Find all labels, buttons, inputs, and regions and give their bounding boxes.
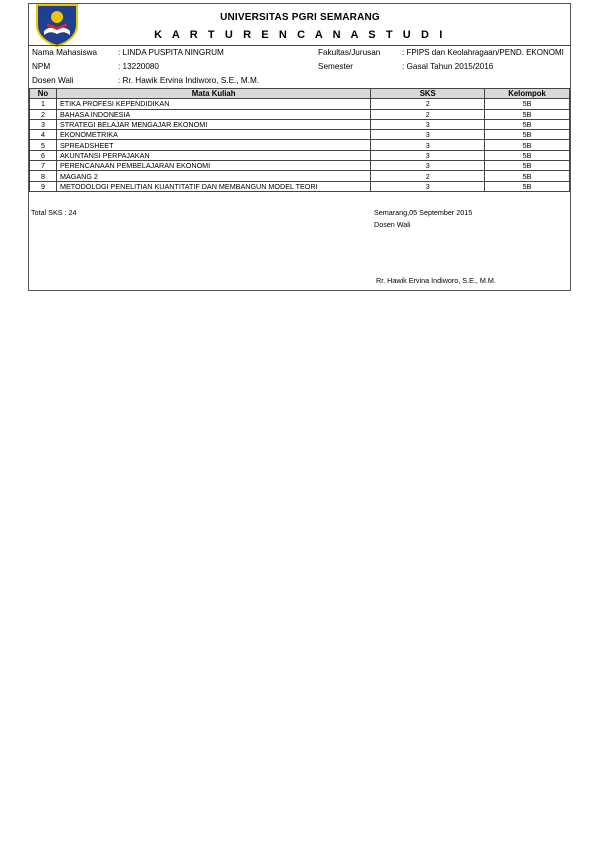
- student-name-value: : LINDA PUSPITA NINGRUM: [118, 48, 224, 57]
- header-sks: SKS: [371, 89, 485, 99]
- semester-label: Semester: [318, 62, 354, 71]
- row-group: 5B: [485, 161, 570, 171]
- row-group: 5B: [485, 140, 570, 150]
- row-group: 5B: [485, 119, 570, 129]
- row-course: BAHASA INDONESIA: [56, 109, 370, 119]
- table-row: [30, 140, 570, 150]
- faculty-label: Fakultas/Jurusan: [318, 48, 381, 57]
- row-no: 7: [30, 161, 57, 171]
- table-row: [30, 161, 570, 171]
- table-row: [30, 171, 570, 181]
- row-course: ETIKA PROFESI KEPENDIDIKAN: [56, 99, 370, 109]
- table-row: [30, 119, 570, 129]
- row-course: PERENCANAAN PEMBELAJARAN EKONOMI: [56, 161, 370, 171]
- table-row: [30, 99, 570, 109]
- student-name-label: Nama Mahasiswa: [32, 48, 98, 57]
- row-sks: 3: [371, 130, 485, 140]
- row-sks: 2: [371, 109, 485, 119]
- total-sks: Total SKS : 24: [31, 208, 77, 217]
- row-sks: 3: [371, 119, 485, 129]
- table-header-row: [30, 89, 570, 99]
- row-course: EKONOMETRIKA: [56, 130, 370, 140]
- row-no: 4: [30, 130, 57, 140]
- row-no: 1: [30, 99, 57, 109]
- university-name: UNIVERSITAS PGRI SEMARANG: [220, 12, 380, 23]
- row-sks: 2: [371, 171, 485, 181]
- row-no: 3: [30, 119, 57, 129]
- table-row: [30, 181, 570, 191]
- row-no: 2: [30, 109, 57, 119]
- faculty-value: : FPIPS dan Keolahragaan/PEND. EKONOMI: [402, 48, 564, 57]
- advisor-value: : Rr. Hawik Ervina Indiworo, S.E., M.M.: [118, 76, 260, 85]
- row-no: 5: [30, 140, 57, 150]
- row-sks: 3: [371, 140, 485, 150]
- document-title: K A R T U R E N C A N A S T U D I: [154, 29, 446, 41]
- row-sks: 2: [371, 99, 485, 109]
- row-course: METODOLOGI PENELITIAN KUANTITATIF DAN MEMBANGUN MODEL TEORI: [56, 181, 370, 191]
- row-group: 5B: [485, 150, 570, 160]
- header-course: Mata Kuliah: [56, 89, 370, 99]
- row-no: 8: [30, 171, 57, 181]
- signer-name: Rr. Hawik Ervina Indiworo, S.E., M.M.: [376, 276, 496, 285]
- row-course: STRATEGI BELAJAR MENGAJAR EKONOMI: [56, 119, 370, 129]
- row-sks: 3: [371, 150, 485, 160]
- signer-role: Dosen Wali: [374, 220, 411, 229]
- row-group: 5B: [485, 109, 570, 119]
- advisor-label: Dosen Wali: [32, 76, 74, 85]
- row-group: 5B: [485, 171, 570, 181]
- row-group: 5B: [485, 99, 570, 109]
- npm-label: NPM: [32, 62, 51, 71]
- row-sks: 3: [371, 181, 485, 191]
- row-group: 5B: [485, 130, 570, 140]
- course-table: [29, 88, 570, 192]
- table-row: [30, 130, 570, 140]
- semester-value: : Gasal Tahun 2015/2016: [402, 62, 494, 71]
- row-course: MAGANG 2: [56, 171, 370, 181]
- npm-value: : 13220080: [118, 62, 159, 71]
- row-course: AKUNTANSI PERPAJAKAN: [56, 150, 370, 160]
- table-row: [30, 150, 570, 160]
- row-sks: 3: [371, 161, 485, 171]
- header-group: Kelompok: [485, 89, 570, 99]
- header-no: No: [30, 89, 57, 99]
- table-row: [30, 109, 570, 119]
- row-group: 5B: [485, 181, 570, 191]
- row-no: 9: [30, 181, 57, 191]
- row-no: 6: [30, 150, 57, 160]
- row-course: SPREADSHEET: [56, 140, 370, 150]
- signature-place-date: Semarang,05 September 2015: [374, 208, 473, 217]
- header-divider: [28, 45, 571, 46]
